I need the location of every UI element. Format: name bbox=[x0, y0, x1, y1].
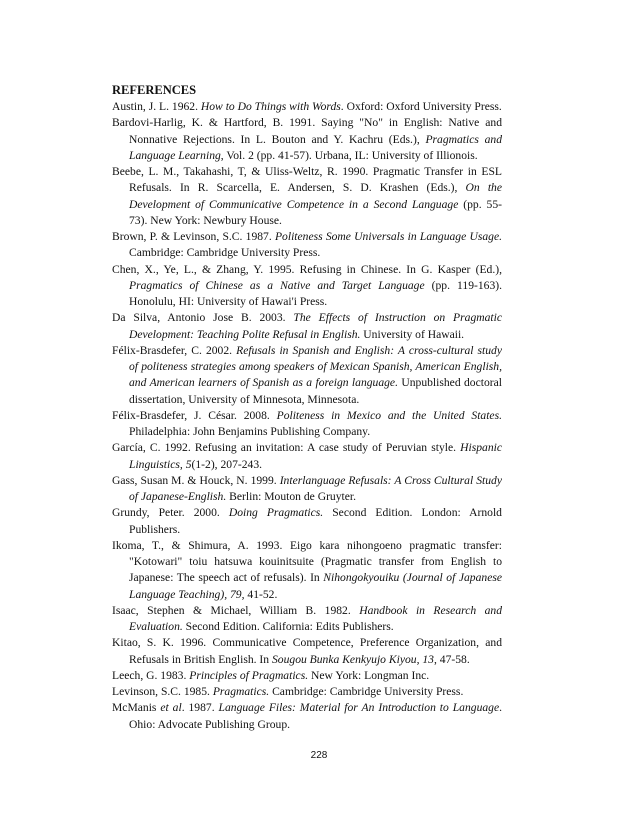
reference-text: Félix-Brasdefer, C. 2002. bbox=[112, 343, 237, 357]
reference-text: Cambridge: Cambridge University Press. bbox=[269, 685, 464, 699]
reference-text: Second Edition. California: Edits Publishers. bbox=[182, 620, 394, 634]
reference-text: García, C. 1992. Refusing an invitation: A case study of Peruvian style. bbox=[112, 441, 461, 455]
reference-entry bbox=[112, 473, 502, 506]
reference-entry bbox=[112, 635, 502, 668]
reference-title-italic: Hispanic Linguistics, 5 bbox=[129, 441, 502, 471]
reference-title-italic: Politeness in Mexico and the United States. bbox=[276, 408, 502, 422]
reference-text: Kitao, S. K. 1996. Communicative Competence, Preference Organization, and Refusals in British English. In bbox=[112, 636, 502, 666]
reference-text: Bardovi-Harlig, K. & Hartford, B. 1991. Saying "No" in English: Native and Nonnative Rejections. In L. Bouton and Y. Kachru (Eds.), bbox=[112, 116, 502, 146]
reference-text: University of Hawaii. bbox=[360, 327, 465, 341]
reference-text: McManis bbox=[112, 701, 161, 715]
reference-list bbox=[112, 99, 502, 733]
reference-text: (pp. 119-163). Honolulu, HI: University of Hawai'i Press. bbox=[129, 278, 503, 309]
page-number: 228 bbox=[310, 750, 328, 761]
reference-title-italic: On the Development of Communicative Competence in a Second Language bbox=[129, 181, 503, 211]
reference-text: Unpublished doctoral dissertation, University of Minnesota, Minnesota. bbox=[129, 376, 502, 406]
reference-text: . Ohio: Advocate Publishing Group. bbox=[129, 701, 503, 731]
reference-title-italic: The Effects of Instruction on Pragmatic Development: Teaching Polite Refusal in English. bbox=[129, 311, 503, 341]
reference-text: . Oxford: Oxford University Press. bbox=[340, 100, 502, 114]
reference-text: Austin, J. L. 1962. bbox=[112, 100, 201, 114]
reference-entry bbox=[112, 262, 502, 311]
reference-text: Da Silva, Antonio Jose B. 2003. bbox=[112, 311, 294, 325]
reference-text: Leech, G. 1983. bbox=[112, 668, 190, 682]
reference-text: Chen, X., Ye, L., & Zhang, Y. 1995. Refusing in Chinese. In G. Kasper (Ed.), bbox=[112, 262, 502, 276]
reference-text: . 1987. bbox=[181, 701, 219, 715]
reference-text: Philadelphia: John Benjamins Publishing Company. bbox=[129, 425, 371, 439]
reference-title-italic: Handbook in Research and Evaluation. bbox=[129, 603, 502, 634]
reference-text: Félix-Brasdefer, J. César. 2008. bbox=[112, 408, 277, 422]
reference-text: Gass, Susan M. & Houck, N. 1999. bbox=[112, 473, 280, 487]
reference-title-italic: Interlanguage Refusals: A Cross Cultural Study of Japanese-English. bbox=[129, 473, 502, 504]
reference-entry bbox=[112, 115, 502, 164]
reference-text: , Vol. 2 (pp. 41-57). Urbana, IL: University of Illionois. bbox=[220, 148, 478, 162]
reference-text: Grundy, Peter. 2000. bbox=[112, 506, 229, 520]
reference-text: Cambridge: Cambridge University Press. bbox=[129, 246, 321, 260]
reference-entry bbox=[112, 229, 502, 262]
reference-title-italic: Language Files: Material for An Introduction to Language bbox=[218, 701, 500, 715]
reference-text: Isaac, Stephen & Michael, William B. 1982. bbox=[112, 603, 360, 617]
reference-entry bbox=[112, 99, 502, 115]
reference-text: Second Edition. London: Arnold Publishers. bbox=[129, 506, 502, 536]
reference-entry bbox=[112, 164, 502, 229]
reference-text: (pp. 55-73). New York: Newbury House. bbox=[129, 197, 502, 227]
reference-text: , 47-58. bbox=[433, 652, 470, 666]
reference-title-italic: Nihongokyouiku (Journal of Japanese Language Teaching), 79, bbox=[129, 571, 503, 601]
reference-entry bbox=[112, 408, 502, 441]
reference-title-italic: How to Do Things with Words bbox=[200, 100, 341, 114]
reference-entry bbox=[112, 700, 502, 733]
reference-text: 41-52. bbox=[244, 587, 278, 601]
references-heading: REFERENCES bbox=[112, 83, 197, 97]
reference-entry bbox=[112, 668, 502, 684]
reference-text: Beebe, L. M., Takahashi, T, & Uliss-Weltz, R. 1990. Pragmatic Transfer in ESL Refusals. In R. Scarcella, E. Andersen, S. D. Krashen (Eds.), bbox=[112, 165, 502, 195]
reference-title-italic: Pragmatics and Language Learning bbox=[129, 132, 502, 162]
reference-entry bbox=[112, 603, 502, 636]
reference-entry bbox=[112, 538, 502, 603]
reference-text: (1-2), 207-243. bbox=[191, 457, 263, 471]
reference-text: Levinson, S.C. 1985. bbox=[112, 685, 213, 699]
reference-entry bbox=[112, 440, 502, 473]
reference-title-italic: Principles of Pragmatics. bbox=[189, 668, 309, 682]
reference-text: New York: Longman Inc. bbox=[308, 668, 430, 682]
reference-entry bbox=[112, 343, 502, 408]
reference-entry bbox=[112, 505, 502, 538]
reference-title-italic: Doing Pragmatics. bbox=[228, 506, 324, 520]
reference-text: Ikoma, T., & Shimura, A. 1993. Eigo kara nihongoeno pragmatic transfer: "Kotowari" toiu hatsuwa kouinitsuite (Pragmatic transfer from English to Japanese: The speech act of refusals). In bbox=[112, 538, 502, 585]
references-section bbox=[112, 82, 502, 733]
reference-title-italic: et al bbox=[160, 701, 182, 715]
reference-text: Berlin: Mouton de Gruyter. bbox=[226, 490, 357, 504]
reference-title-italic: Politeness Some Universals in Language Usage. bbox=[274, 230, 502, 244]
reference-title-italic: Sougou Bunka Kenkyujo Kiyou, 13 bbox=[272, 652, 434, 666]
reference-title-italic: Pragmatics. bbox=[212, 685, 270, 699]
reference-title-italic: Refusals in Spanish and English: A cross-cultural study of politeness strategies among speakers of Mexican Spanish, American English, and American learners of Spanish as a foreign language. bbox=[129, 343, 503, 390]
reference-text: Brown, P. & Levinson, S.C. 1987. bbox=[112, 230, 275, 244]
reference-entry bbox=[112, 684, 502, 700]
reference-title-italic: Pragmatics of Chinese as a Native and Target Language bbox=[129, 278, 425, 292]
reference-entry bbox=[112, 310, 502, 343]
